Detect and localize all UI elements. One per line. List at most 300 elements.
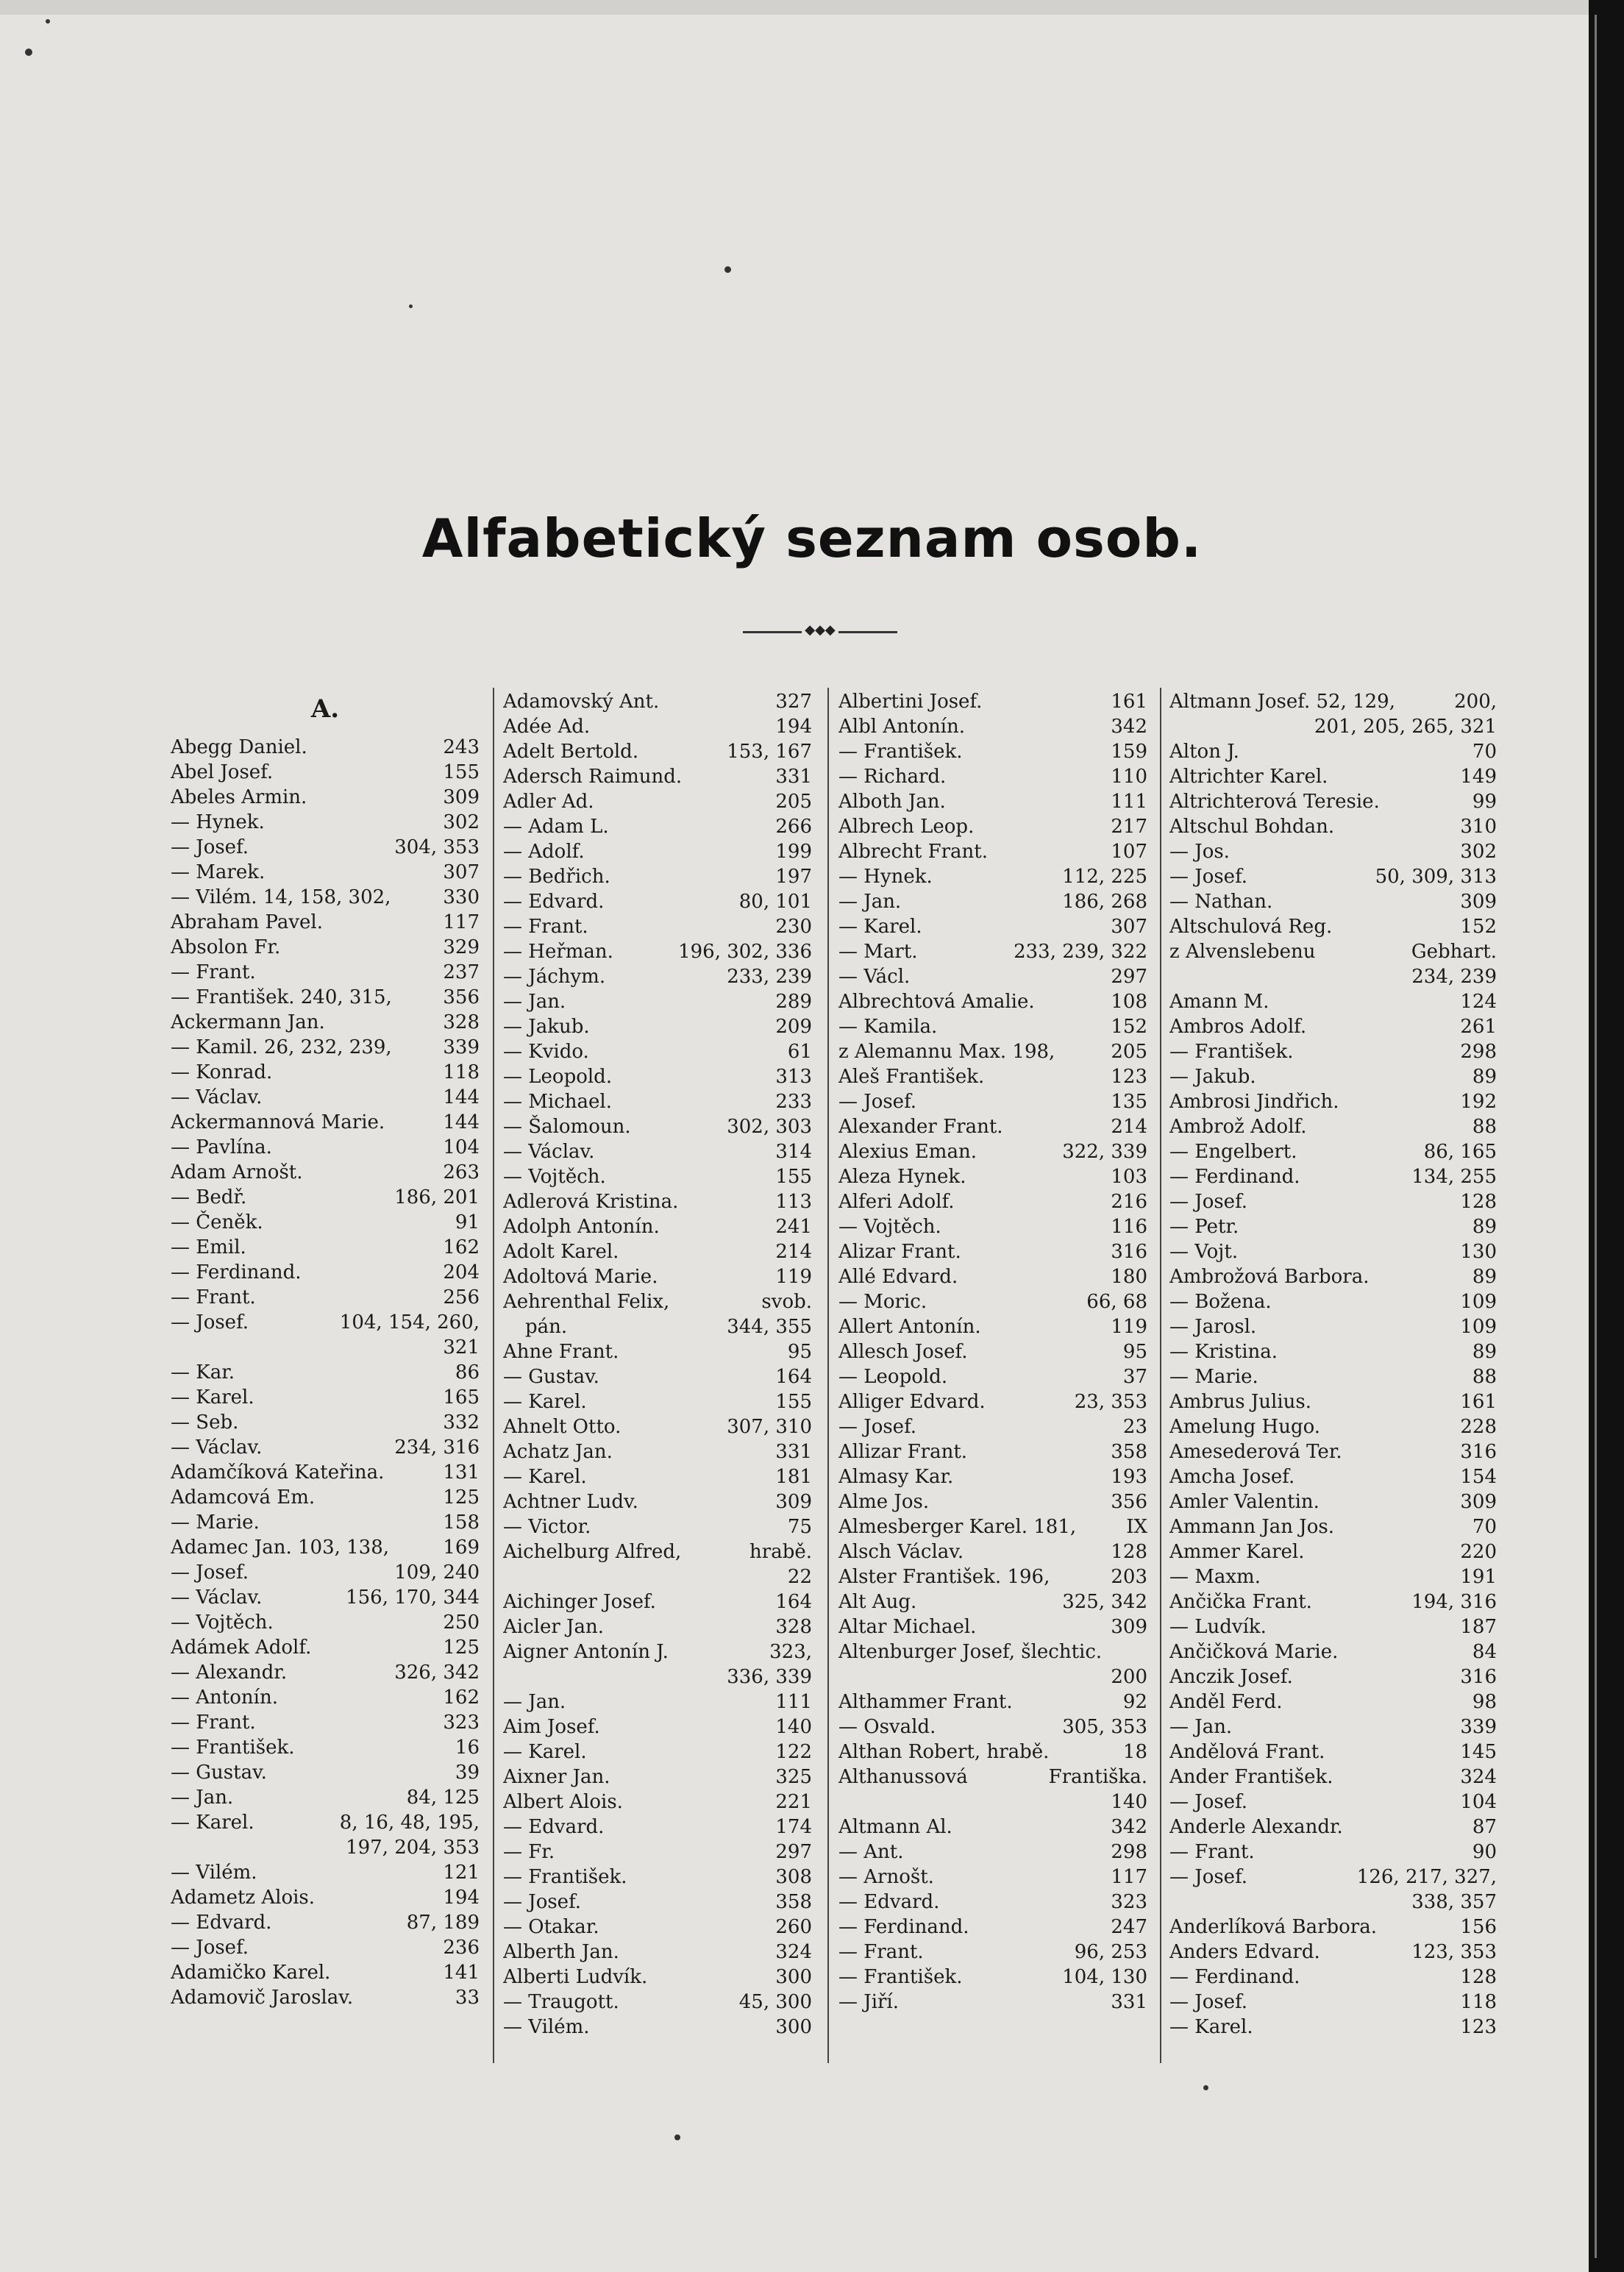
entry-name: — Josef. — [1169, 866, 1248, 888]
entry-name: — Josef. — [171, 1937, 249, 1959]
index-entry — [503, 1114, 812, 1139]
entry-name: — František. — [171, 1737, 295, 1759]
index-entry — [503, 689, 812, 714]
index-entry — [171, 1360, 480, 1385]
entry-name: Alexander Frant. — [838, 1116, 1003, 1138]
index-entry — [503, 1164, 812, 1189]
index-entry — [1169, 1164, 1497, 1189]
index-entry — [1169, 689, 1497, 714]
entry-pages: 45, 300 — [738, 1991, 812, 2013]
entry-pages: 194, 316 — [1411, 1591, 1497, 1613]
entry-name: Altrichter Karel. — [1169, 766, 1328, 788]
entry-name: — Josef. — [1169, 1791, 1248, 1813]
entry-name: — Josef. — [838, 1091, 917, 1113]
index-entry — [838, 1815, 1147, 1840]
entry-pages: 217 — [1111, 816, 1147, 838]
entry-pages: 109 — [1460, 1316, 1497, 1338]
entry-name: Anderlíková Barbora. — [1169, 1916, 1378, 1938]
entry-pages: 174 — [775, 1816, 812, 1838]
index-entry — [838, 1589, 1147, 1614]
index-entry — [503, 1689, 812, 1714]
entry-name: — Jan. — [1169, 1716, 1233, 1738]
index-entry — [503, 864, 812, 889]
entry-pages: 314 — [775, 1141, 812, 1163]
entry-name: — Kar. — [171, 1361, 235, 1384]
entry-name: — Frant. — [503, 916, 588, 938]
entry-pages: 91 — [455, 1211, 480, 1233]
entry-name: Abegg Daniel. — [171, 736, 307, 758]
entry-name: Aim Josef. — [503, 1716, 600, 1738]
entry-pages: 325, 342 — [1062, 1591, 1147, 1613]
index-entry — [838, 1840, 1147, 1865]
entry-pages: 37 — [1122, 1366, 1147, 1388]
entry-name: — Josef. — [171, 1561, 249, 1584]
entry-name: — Václav. — [503, 1141, 595, 1163]
entry-name: — Vojtěch. — [503, 1166, 606, 1188]
index-entry — [503, 1764, 812, 1790]
entry-name: Anderle Alexandr. — [1169, 1816, 1343, 1838]
entry-name: — Edvard. — [171, 1912, 272, 1934]
index-entry — [171, 910, 480, 935]
entry-name: — Ludvík. — [1169, 1616, 1267, 1638]
entry-name: Aehrenthal Felix, — [503, 1291, 670, 1313]
entry-pages: 107 — [1111, 841, 1147, 863]
entry-pages: 121 — [443, 1862, 480, 1884]
entry-name: Aicler Jan. — [503, 1616, 604, 1638]
index-entry — [1169, 1414, 1497, 1439]
index-entry — [503, 764, 812, 789]
index-entry — [1169, 1189, 1497, 1214]
entry-name: — Pavlína. — [171, 1136, 272, 1158]
index-entry — [838, 989, 1147, 1014]
entry-pages: 233, 239 — [727, 966, 812, 988]
entry-name: Adoltová Marie. — [503, 1266, 658, 1288]
index-entry — [1169, 1689, 1497, 1714]
entry-name: Allé Edvard. — [838, 1266, 958, 1288]
index-entry — [503, 989, 812, 1014]
index-entry — [838, 1514, 1147, 1539]
entry-pages: 199 — [775, 841, 812, 863]
index-entry — [503, 1614, 812, 1639]
entry-pages: 108 — [1111, 991, 1147, 1013]
entry-pages: 309 — [775, 1491, 812, 1513]
entry-pages: 95 — [787, 1341, 812, 1363]
entry-pages: 221 — [775, 1791, 812, 1813]
index-entry — [838, 914, 1147, 939]
entry-name: Adam Arnošt. — [171, 1161, 303, 1183]
entry-pages: 8, 16, 48, 195, — [339, 1812, 480, 1834]
entry-name: Ambrožová Barbora. — [1169, 1266, 1370, 1288]
index-entry — [171, 1010, 480, 1035]
index-entry — [171, 1910, 480, 1935]
entry-name: — Alexandr. — [171, 1662, 288, 1684]
index-entry — [838, 789, 1147, 814]
entry-pages: IX — [1126, 1516, 1147, 1538]
index-entry — [503, 964, 812, 989]
entry-name: — Mart. — [838, 941, 918, 963]
index-entry — [503, 889, 812, 914]
entry-pages: 216 — [1111, 1191, 1147, 1213]
entry-name: Ander František. — [1169, 1766, 1333, 1788]
entry-pages: 153, 167 — [727, 741, 812, 763]
entry-pages: 298 — [1111, 1841, 1147, 1863]
entry-name: Alexius Eman. — [838, 1141, 977, 1163]
index-entry — [838, 1965, 1147, 1990]
print-speck — [46, 19, 50, 24]
entry-pages: 329 — [443, 936, 480, 958]
index-entry — [171, 1935, 480, 1960]
entry-name: Ackermannová Marie. — [171, 1111, 385, 1133]
entry-pages: 155 — [775, 1166, 812, 1188]
entry-name: Allizar Frant. — [838, 1441, 968, 1463]
index-entry — [503, 1214, 812, 1239]
index-entry — [1169, 1039, 1497, 1064]
entry-pages: 140 — [775, 1716, 812, 1738]
index-entry — [838, 1915, 1147, 1940]
entry-pages: 330 — [443, 886, 480, 908]
entry-name: — Václav. — [171, 1587, 263, 1609]
entry-name: — Antonín. — [171, 1687, 278, 1709]
entry-pages: 328 — [443, 1011, 480, 1033]
index-entry — [838, 1039, 1147, 1064]
index-entry — [503, 1064, 812, 1089]
entry-name: — Karel. — [503, 1391, 587, 1413]
entry-pages: 66, 68 — [1086, 1291, 1147, 1313]
entry-pages: 356 — [1111, 1491, 1147, 1513]
index-entry — [1169, 1439, 1497, 1464]
entry-name: — Michael. — [503, 1091, 612, 1113]
index-entry — [503, 1264, 812, 1289]
index-entry — [503, 1089, 812, 1114]
index-entry — [838, 864, 1147, 889]
entry-name: Adamičko Karel. — [171, 1962, 331, 1984]
entry-name: Albrecht Frant. — [838, 841, 988, 863]
index-entry — [503, 1815, 812, 1840]
entry-name: — Gustav. — [171, 1762, 267, 1784]
entry-pages: 113 — [775, 1191, 812, 1213]
entry-pages: 169 — [443, 1536, 480, 1559]
entry-name: Ackermann Jan. — [171, 1011, 325, 1033]
entry-name: Adolt Karel. — [503, 1241, 619, 1263]
entry-pages: 152 — [1111, 1016, 1147, 1038]
index-entry — [1169, 1289, 1497, 1314]
entry-pages: 61 — [787, 1041, 812, 1063]
entry-pages: 326, 342 — [394, 1662, 480, 1684]
entry-name: Allert Antonín. — [838, 1316, 981, 1338]
entry-name: Adamovič Jaroslav. — [171, 1987, 354, 2009]
entry-pages: 131 — [443, 1461, 480, 1484]
entry-pages: 161 — [1460, 1391, 1497, 1413]
index-entry — [1169, 1739, 1497, 1764]
index-entry — [838, 1539, 1147, 1564]
entry-pages: 339 — [443, 1036, 480, 1058]
entry-name: Altenburger Josef, šlechtic. — [838, 1641, 1103, 1663]
index-entry — [1169, 1614, 1497, 1639]
entry-name: Aleza Hynek. — [838, 1166, 966, 1188]
entry-name: — Josef. — [503, 1891, 582, 1913]
index-entry — [171, 835, 480, 860]
entry-name: — František. — [838, 741, 963, 763]
entry-pages: 344, 355 — [727, 1316, 812, 1338]
index-entry — [1169, 1764, 1497, 1790]
entry-pages: 70 — [1472, 741, 1497, 763]
index-entry — [838, 1464, 1147, 1489]
entry-name: — Edvard. — [503, 1816, 605, 1838]
entry-pages: 155 — [443, 761, 480, 783]
index-entry — [171, 1535, 480, 1560]
index-entry — [503, 1915, 812, 1940]
entry-pages: 200, — [1454, 691, 1497, 713]
index-entry — [171, 1035, 480, 1060]
index-entry — [1169, 739, 1497, 764]
entry-pages: 342 — [1111, 1816, 1147, 1838]
entry-pages: 204 — [443, 1261, 480, 1283]
entry-name: Adámek Adolf. — [171, 1637, 312, 1659]
index-entry — [1169, 1940, 1497, 1965]
entry-name: — Jan. — [503, 991, 566, 1013]
entry-name: — Karel. — [503, 1466, 587, 1488]
entry-pages: 342 — [1111, 716, 1147, 738]
print-speck — [674, 2134, 680, 2140]
index-entry — [838, 1214, 1147, 1239]
entry-pages: 164 — [775, 1591, 812, 1613]
entry-name: Aleš František. — [838, 1066, 985, 1088]
entry-name: — Engelbert. — [1169, 1141, 1297, 1163]
entry-name: — Kvido. — [503, 1041, 589, 1063]
entry-name: — Vojt. — [1169, 1241, 1239, 1263]
entry-pages: 356 — [443, 986, 480, 1008]
entry-name: — Jan. — [503, 1691, 566, 1713]
index-entry — [838, 739, 1147, 764]
index-entry — [838, 1239, 1147, 1264]
entry-pages: 358 — [775, 1891, 812, 1913]
entry-name: Ančička Frant. — [1169, 1591, 1312, 1613]
index-entry — [1169, 1965, 1497, 1990]
entry-name: — Nathan. — [1169, 891, 1273, 913]
entry-name: Adler Ad. — [503, 791, 594, 813]
entry-name: Albrech Leop. — [838, 816, 975, 838]
index-entry — [838, 764, 1147, 789]
index-entry — [838, 1489, 1147, 1514]
entry-name: Albrechtová Amalie. — [838, 991, 1035, 1013]
index-entry — [503, 1239, 812, 1264]
entry-pages: svob. — [761, 1291, 812, 1313]
entry-pages: 180 — [1111, 1266, 1147, 1288]
index-entry — [1169, 1239, 1497, 1264]
entry-name: — Heřman. — [503, 941, 613, 963]
entry-name: Adelt Bertold. — [503, 741, 639, 763]
print-speck — [724, 266, 731, 273]
entry-continuation: 201, 205, 265, 321 — [1314, 716, 1497, 738]
index-entry — [1169, 1915, 1497, 1940]
entry-pages: 209 — [775, 1016, 812, 1038]
entry-name: Albl Antonín. — [838, 716, 966, 738]
entry-pages: 297 — [1111, 966, 1147, 988]
index-entry — [171, 1385, 480, 1410]
entry-name: — Jan. — [838, 891, 902, 913]
entry-pages: 117 — [1111, 1866, 1147, 1888]
entry-name: — Edvard. — [503, 891, 605, 913]
index-entry — [171, 1785, 480, 1810]
entry-name: Abraham Pavel. — [171, 911, 323, 933]
entry-name: Alliger Edvard. — [838, 1391, 986, 1413]
entry-name: — Petr. — [1169, 1216, 1239, 1238]
index-entry — [171, 1135, 480, 1160]
entry-pages: 125 — [443, 1637, 480, 1659]
entry-pages: 128 — [1460, 1191, 1497, 1213]
entry-pages: 191 — [1460, 1566, 1497, 1588]
entry-name: Adamec Jan. 103, 138, — [171, 1536, 390, 1559]
entry-name: Alberth Jan. — [503, 1941, 619, 1963]
entry-name: — Kristina. — [1169, 1341, 1278, 1363]
entry-pages: 89 — [1472, 1341, 1497, 1363]
entry-name: — Vilém. — [503, 2016, 590, 2038]
entry-pages: hrabě. — [749, 1541, 812, 1563]
entry-pages: 111 — [1111, 791, 1147, 813]
index-entry — [503, 1940, 812, 1965]
index-entry — [503, 1714, 812, 1739]
entry-name: — Ferdinand. — [838, 1916, 969, 1938]
entry-name: Anděl Ferd. — [1169, 1691, 1283, 1713]
index-entry — [171, 985, 480, 1010]
index-entry — [503, 1639, 812, 1664]
entry-name: Alsch Václav. — [838, 1541, 964, 1563]
index-entry — [1169, 889, 1497, 914]
index-entry — [838, 1614, 1147, 1639]
entry-name: z Alvenslebenu — [1169, 941, 1316, 963]
index-entry — [503, 1464, 812, 1489]
entry-name: Althammer Frant. — [838, 1691, 1013, 1713]
index-entry — [1169, 1564, 1497, 1589]
index-column-1 — [171, 689, 480, 2010]
index-entry — [1169, 1589, 1497, 1614]
entry-name: Ambrosi Jindřich. — [1169, 1091, 1339, 1113]
entry-pages: 322, 339 — [1062, 1141, 1147, 1163]
entry-name: — František. — [838, 1966, 963, 1988]
index-entry — [503, 1539, 812, 1564]
entry-pages: 323 — [443, 1712, 480, 1734]
index-entry — [838, 964, 1147, 989]
entry-pages: 23, 353 — [1074, 1391, 1147, 1413]
entry-pages: 186, 201 — [394, 1186, 480, 1208]
entry-name: — Vilém. 14, 158, 302, — [171, 886, 391, 908]
entry-pages: 243 — [443, 736, 480, 758]
entry-name: — Kamila. — [838, 1016, 938, 1038]
index-entry — [1169, 939, 1497, 964]
entry-pages: 152 — [1460, 916, 1497, 938]
index-entry — [838, 1364, 1147, 1389]
entry-name: — Arnošt. — [838, 1866, 934, 1888]
index-entry — [171, 1635, 480, 1660]
entry-continuation: 336, 339 — [727, 1666, 812, 1688]
entry-name: Allesch Josef. — [838, 1341, 968, 1363]
print-speck — [25, 49, 32, 56]
entry-pages: 307, 310 — [727, 1416, 812, 1438]
index-entry — [838, 689, 1147, 714]
entry-pages: Gebhart. — [1411, 941, 1497, 963]
entry-pages: 193 — [1111, 1466, 1147, 1488]
entry-pages: 250 — [443, 1612, 480, 1634]
entry-pages: 289 — [775, 991, 812, 1013]
entry-name: — Vojtěch. — [838, 1216, 941, 1238]
entry-pages: 156, 170, 344 — [346, 1587, 480, 1609]
entry-name: Aigner Antonín J. — [503, 1641, 669, 1663]
entry-name: — Frant. — [171, 1712, 256, 1734]
index-entry — [1169, 1339, 1497, 1364]
entry-pages: 331 — [775, 766, 812, 788]
index-entry — [503, 1790, 812, 1815]
entry-pages: 236 — [443, 1937, 480, 1959]
index-entry — [838, 1689, 1147, 1714]
entry-pages: 309 — [1111, 1616, 1147, 1638]
entry-name: Altmann Al. — [838, 1816, 952, 1838]
entry-name: — Traugott. — [503, 1991, 619, 2013]
index-entry — [838, 839, 1147, 864]
index-entry — [171, 1435, 480, 1460]
index-entry — [171, 1560, 480, 1585]
index-entry — [171, 1110, 480, 1135]
entry-pages: 316 — [1460, 1441, 1497, 1463]
entry-pages: 205 — [775, 791, 812, 813]
index-entry — [838, 1990, 1147, 2015]
entry-pages: 305, 353 — [1062, 1716, 1147, 1738]
entry-pages: 145 — [1460, 1741, 1497, 1763]
entry-name: Altar Michael. — [838, 1616, 977, 1638]
index-entry — [838, 1865, 1147, 1890]
entry-pages: 144 — [443, 1086, 480, 1108]
entry-continuation: 321 — [443, 1336, 480, 1358]
index-entry — [171, 1610, 480, 1635]
entry-pages: 313 — [775, 1066, 812, 1088]
entry-pages: 331 — [1111, 1991, 1147, 2013]
index-entry — [171, 1485, 480, 1510]
index-entry — [1169, 814, 1497, 839]
index-entry — [838, 1564, 1147, 1589]
entry-pages: 233 — [775, 1091, 812, 1113]
entry-name: — Josef. — [1169, 1991, 1248, 2013]
entry-name: Achatz Jan. — [503, 1441, 613, 1463]
entry-name: Amcha Josef. — [1169, 1466, 1295, 1488]
index-entry — [838, 1114, 1147, 1139]
entry-name: Ammer Karel. — [1169, 1541, 1305, 1563]
entry-pages: 124 — [1460, 991, 1497, 1013]
index-entry — [838, 1339, 1147, 1364]
entry-name: — Čeněk. — [171, 1211, 263, 1233]
entry-pages: 309 — [1460, 1491, 1497, 1513]
index-entry — [838, 1714, 1147, 1739]
entry-pages: 237 — [443, 961, 480, 983]
index-entry — [1169, 1089, 1497, 1114]
entry-pages: 298 — [1460, 1041, 1497, 1063]
index-entry — [1169, 2015, 1497, 2040]
entry-pages: 302, 303 — [727, 1116, 812, 1138]
index-entry — [1169, 1114, 1497, 1139]
entry-pages: 84 — [1472, 1641, 1497, 1663]
index-entry — [838, 1089, 1147, 1114]
page-edge-line — [1595, 15, 1597, 2258]
entry-name: Amesederová Ter. — [1169, 1441, 1342, 1463]
index-entry — [1169, 1314, 1497, 1339]
index-entry — [171, 1410, 480, 1435]
entry-pages: 92 — [1122, 1691, 1147, 1713]
entry-pages: 308 — [775, 1866, 812, 1888]
index-entry — [503, 1364, 812, 1389]
entry-pages: 125 — [443, 1486, 480, 1509]
entry-pages: 233, 239, 322 — [1014, 941, 1147, 963]
entry-pages: 339 — [1460, 1716, 1497, 1738]
entry-pages: 310 — [1460, 816, 1497, 838]
entry-name: Adamovský Ant. — [503, 691, 660, 713]
